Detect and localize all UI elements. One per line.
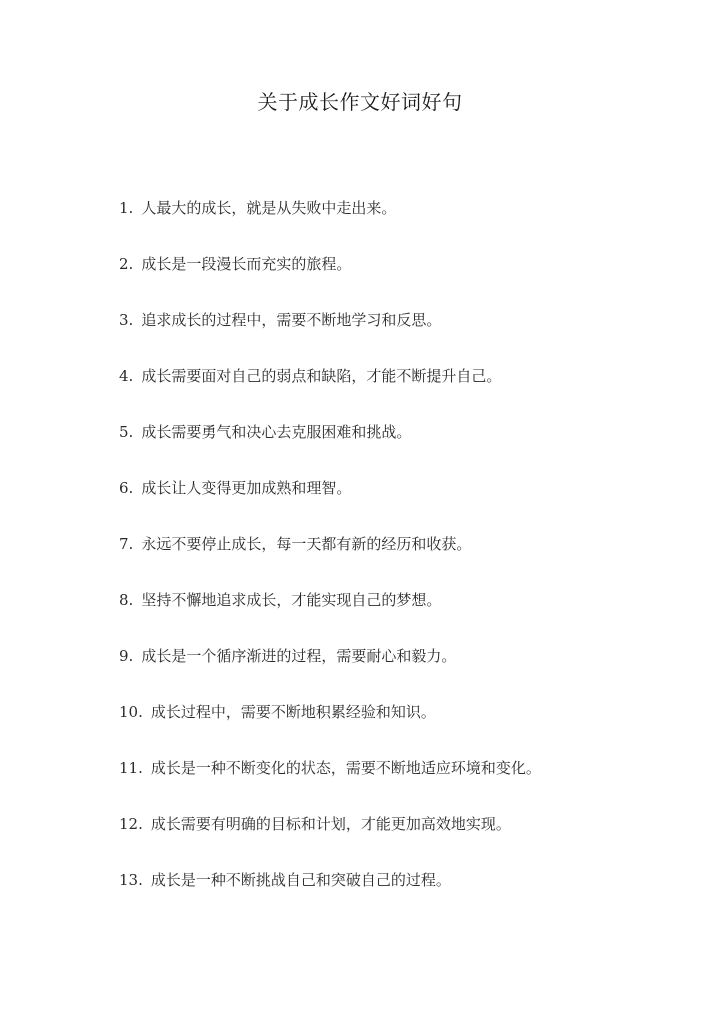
list-item	[119, 476, 699, 532]
item-number: 3.	[119, 311, 134, 329]
item-text: 成长需要面对自己的弱点和缺陷，才能不断提升自己。	[141, 367, 502, 385]
item-text: 永远不要停止成长，每一天都有新的经历和收获。	[141, 535, 472, 553]
item-text: 成长需要勇气和决心去克服困难和挑战。	[141, 423, 412, 441]
list-item	[119, 868, 699, 924]
list-item	[119, 532, 699, 588]
list-item	[119, 420, 699, 476]
page-title: 关于成长作文好词好句	[257, 90, 463, 114]
item-number: 6.	[119, 479, 134, 497]
list-item	[119, 196, 699, 252]
item-number: 10.	[119, 703, 143, 721]
item-text: 成长让人变得更加成熟和理智。	[141, 479, 352, 497]
item-number: 9.	[119, 647, 134, 665]
item-text: 成长是一种不断变化的状态，需要不断地适应环境和变化。	[150, 759, 541, 777]
list-item	[119, 364, 699, 420]
item-number: 1.	[119, 199, 134, 217]
item-number: 2.	[119, 255, 134, 273]
item-number: 13.	[119, 871, 143, 889]
sentence-list	[119, 196, 699, 924]
item-text: 人最大的成长，就是从失败中走出来。	[141, 199, 397, 217]
item-text: 成长需要有明确的目标和计划，才能更加高效地实现。	[150, 815, 511, 833]
item-number: 12.	[119, 815, 143, 833]
item-number: 7.	[119, 535, 134, 553]
item-number: 5.	[119, 423, 134, 441]
item-text: 坚持不懈地追求成长，才能实现自己的梦想。	[141, 591, 442, 609]
item-number: 8.	[119, 591, 134, 609]
list-item	[119, 252, 699, 308]
list-item	[119, 644, 699, 700]
list-item	[119, 588, 699, 644]
item-text: 成长过程中，需要不断地积累经验和知识。	[150, 703, 436, 721]
item-number: 11.	[119, 759, 143, 777]
item-text: 成长是一种不断挑战自己和突破自己的过程。	[150, 871, 451, 889]
list-item	[119, 700, 699, 756]
item-text: 成长是一段漫长而充实的旅程。	[141, 255, 352, 273]
list-item	[119, 812, 699, 868]
item-text: 成长是一个循序渐进的过程，需要耐心和毅力。	[141, 647, 457, 665]
list-item	[119, 308, 699, 364]
item-text: 追求成长的过程中，需要不断地学习和反思。	[141, 311, 442, 329]
item-number: 4.	[119, 367, 134, 385]
list-item	[119, 756, 699, 812]
